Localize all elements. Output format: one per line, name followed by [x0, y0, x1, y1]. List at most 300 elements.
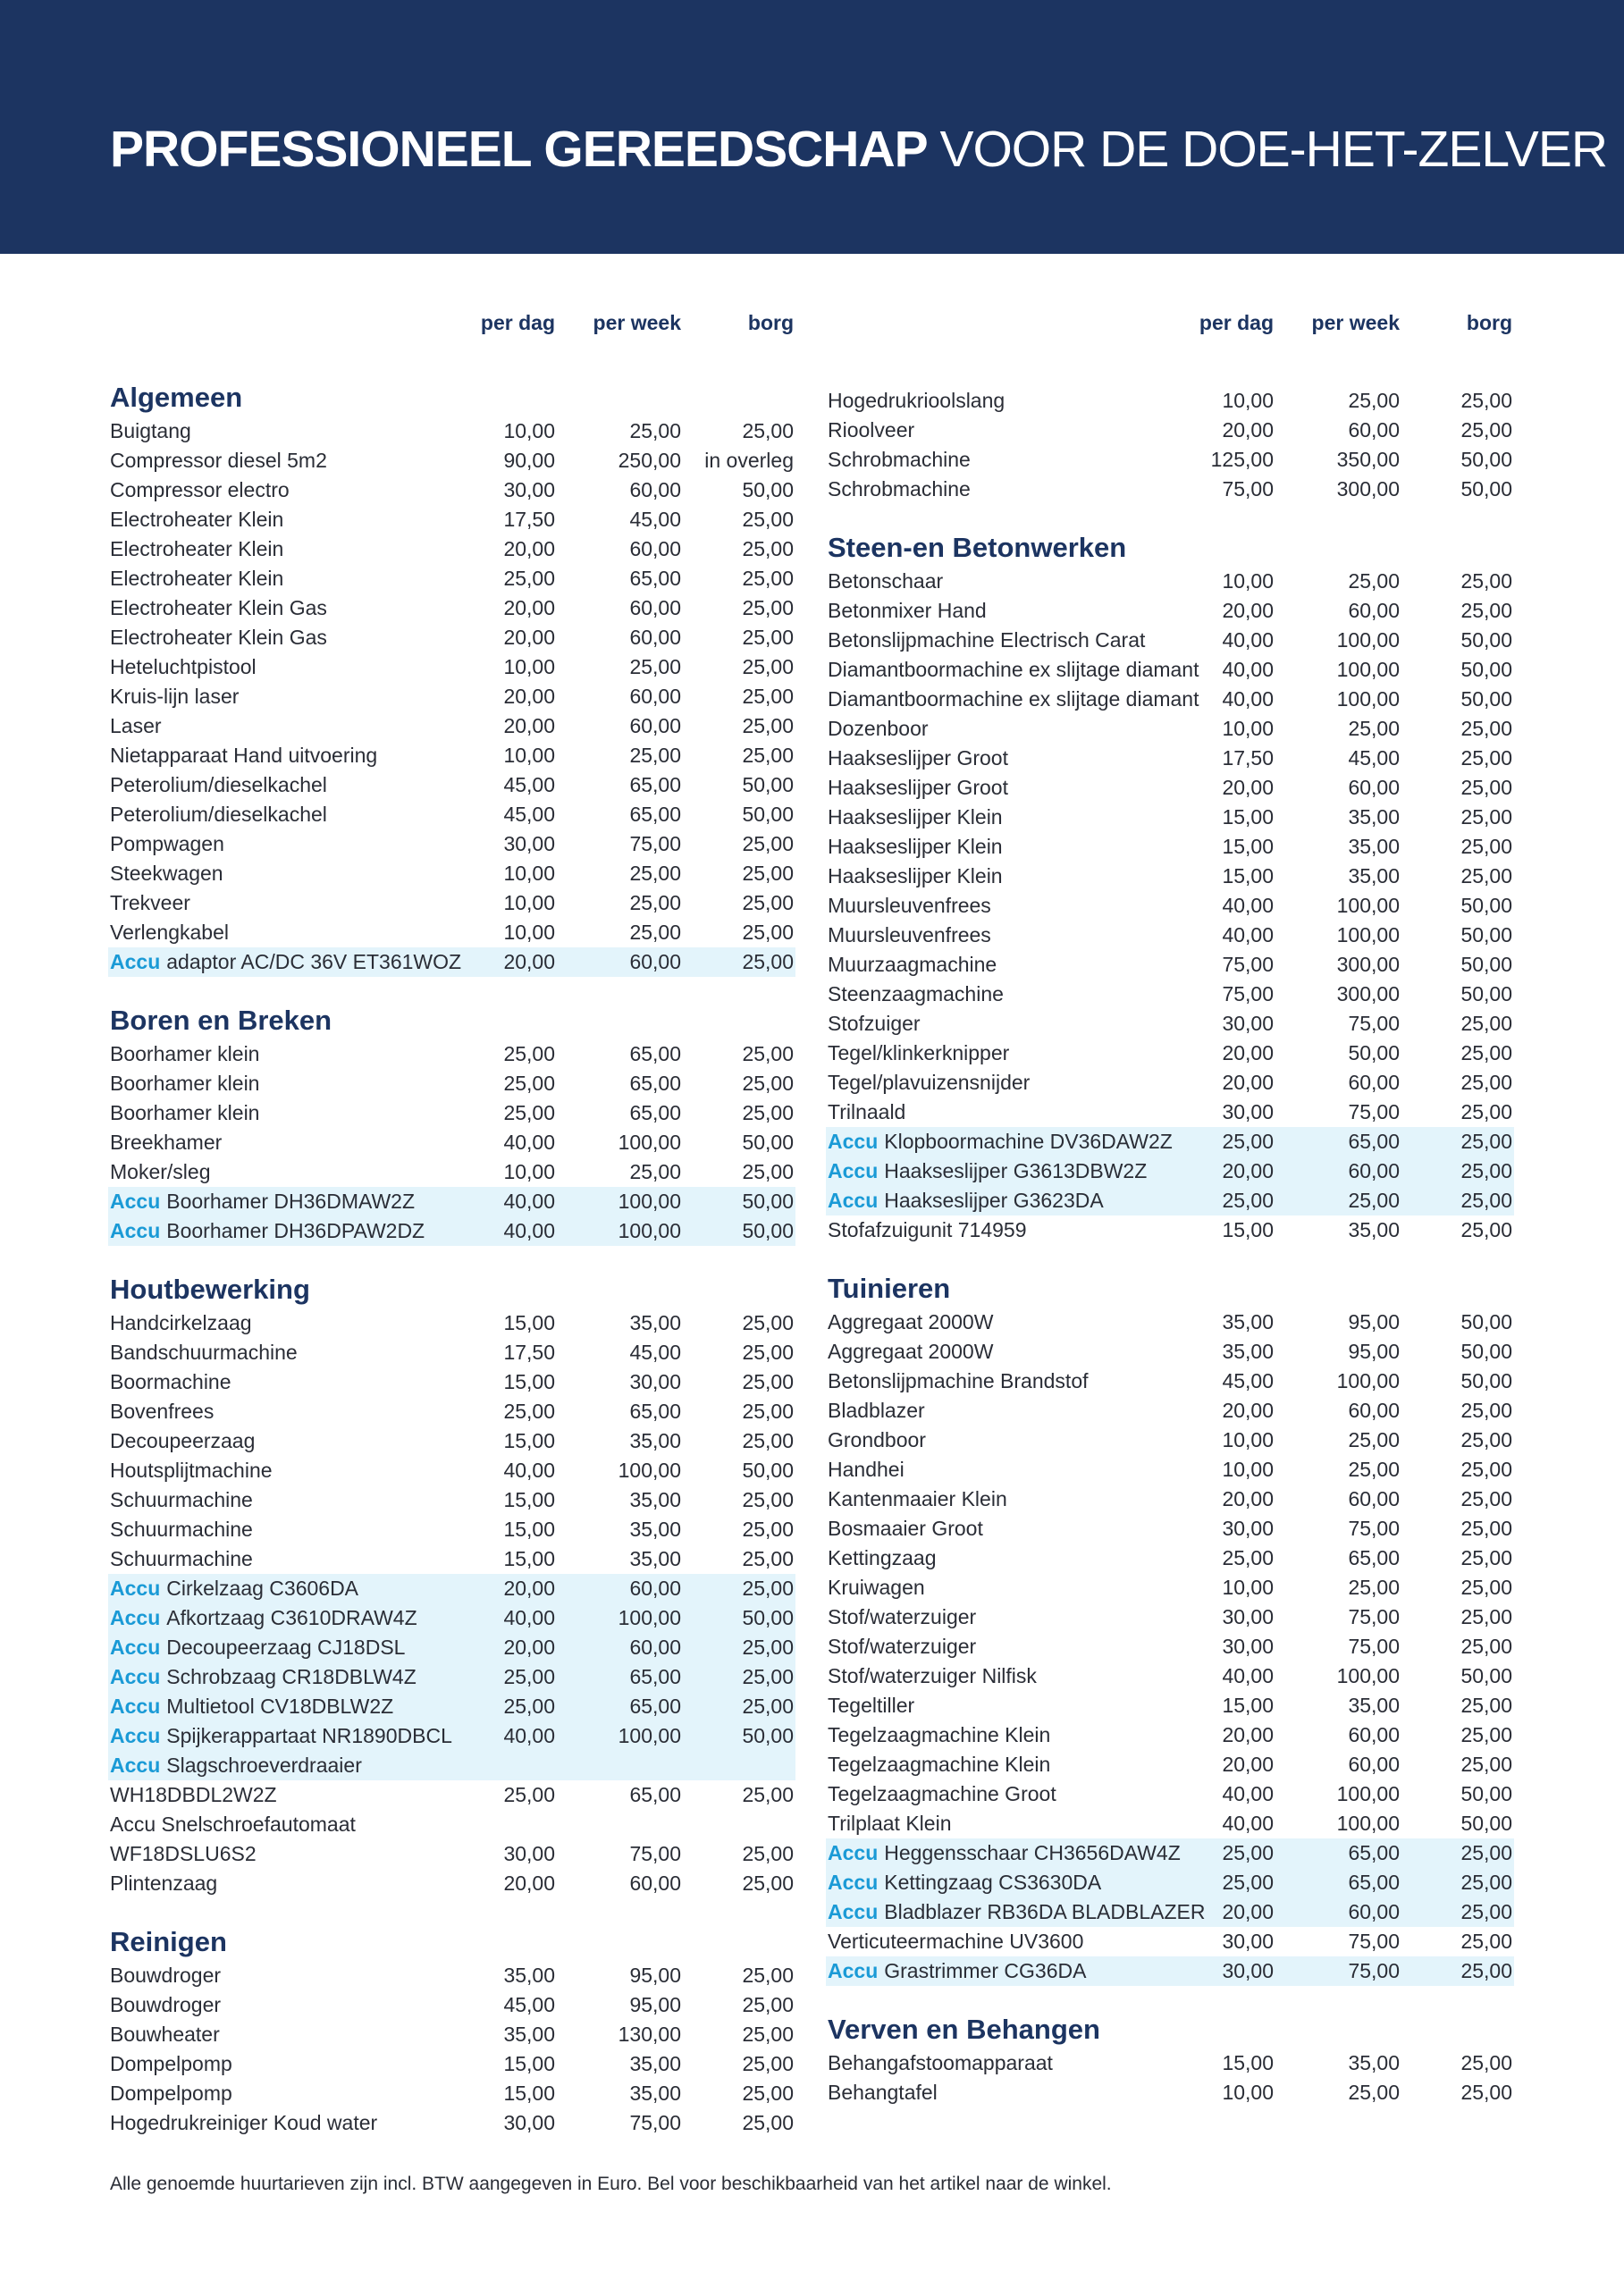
deposit: 50,00 [1460, 658, 1512, 681]
item-name-cell [828, 1544, 936, 1573]
price-per-day: 45,00 [503, 803, 555, 826]
deposit: 25,00 [742, 655, 794, 678]
price-per-week: 60,00 [1348, 1900, 1400, 1923]
price-per-day: 40,00 [1222, 1782, 1274, 1805]
item-name-cell [828, 1956, 1086, 1986]
deposit: 25,00 [1460, 1071, 1512, 1094]
price-row [826, 386, 1514, 416]
item-name: Betonslijpmachine Brandstof [828, 1369, 1089, 1392]
price-per-week: 300,00 [1336, 953, 1400, 976]
price-per-week: 60,00 [629, 1872, 681, 1895]
deposit: 25,00 [742, 1042, 794, 1065]
deposit: 50,00 [1460, 1340, 1512, 1363]
price-row [826, 1927, 1514, 1956]
price-per-day: 15,00 [1222, 2051, 1274, 2074]
item-name-cell [110, 1069, 259, 1098]
price-per-day: 15,00 [503, 1488, 555, 1511]
price-row [108, 711, 795, 741]
item-name: Nietapparaat Hand uitvoering [110, 744, 378, 767]
deposit: 25,00 [1460, 1041, 1512, 1064]
item-name: Bouwdroger [110, 1993, 222, 2016]
item-name-cell [110, 1751, 362, 1780]
deposit: 25,00 [742, 2111, 794, 2134]
item-name-cell [828, 1573, 925, 1602]
price-per-day: 10,00 [503, 744, 555, 767]
item-name-cell [828, 744, 1008, 773]
accu-label: Accu [110, 1606, 161, 1629]
section-title: Verven en Behangen [828, 2014, 1100, 2045]
price-per-week: 65,00 [1348, 1546, 1400, 1569]
item-name: Haakseslijper Groot [828, 776, 1008, 799]
deposit: 25,00 [1460, 1546, 1512, 1569]
accu-label: Accu [828, 1900, 879, 1923]
price-per-week: 100,00 [1336, 894, 1400, 917]
price-per-week: 60,00 [1348, 1753, 1400, 1776]
item-name-cell [110, 1456, 273, 1485]
item-name: Bandschuurmachine [110, 1341, 298, 1364]
item-name: Verlengkabel [110, 921, 229, 944]
price-row [108, 1869, 795, 1898]
deposit: 50,00 [742, 803, 794, 826]
deposit: 25,00 [742, 1842, 794, 1865]
price-per-week: 35,00 [629, 2082, 681, 2105]
price-row [108, 918, 795, 947]
item-name: Bladblazer [828, 1399, 925, 1422]
price-row [826, 567, 1514, 596]
item-name: Dozenboor [828, 717, 929, 740]
item-name: Haakseslijper G3623DA [884, 1189, 1104, 1212]
price-per-day: 20,00 [1222, 418, 1274, 442]
price-per-week: 75,00 [629, 2111, 681, 2134]
deposit: 50,00 [1460, 448, 1512, 471]
deposit: 25,00 [742, 921, 794, 944]
price-row [826, 1661, 1514, 1691]
item-name-cell [110, 416, 191, 446]
price-row [826, 475, 1514, 504]
item-name-cell [110, 741, 377, 770]
price-row [108, 682, 795, 711]
item-name-cell [828, 1337, 993, 1367]
price-per-day: 25,00 [1222, 1546, 1274, 1569]
deposit: 25,00 [742, 1072, 794, 1095]
price-per-day: 35,00 [503, 2023, 555, 2046]
price-per-day: 17,50 [503, 1341, 555, 1364]
deposit: 25,00 [742, 1665, 794, 1688]
item-name-cell [828, 921, 991, 950]
price-per-week: 65,00 [1348, 1130, 1400, 1153]
price-row [826, 773, 1514, 803]
item-name: Heggensschaar CH3656DAW4Z [884, 1841, 1181, 1864]
deposit: 25,00 [1460, 1900, 1512, 1923]
price-per-day: 25,00 [503, 1400, 555, 1423]
price-per-day: 15,00 [1222, 1218, 1274, 1241]
deposit: 50,00 [1460, 687, 1512, 711]
price-section [826, 386, 1514, 504]
price-row [108, 1810, 795, 1839]
deposit: 50,00 [1460, 923, 1512, 946]
price-per-week: 60,00 [629, 596, 681, 619]
deposit: 25,00 [1460, 1517, 1512, 1540]
price-per-day: 20,00 [1222, 776, 1274, 799]
price-row [108, 1426, 795, 1456]
price-per-week: 65,00 [1348, 1871, 1400, 1894]
item-name: Haakseslijper Klein [828, 864, 1003, 887]
item-name-cell [828, 1009, 921, 1039]
price-per-week: 100,00 [618, 1190, 681, 1213]
page-title [110, 116, 1607, 182]
price-per-day: 15,00 [1222, 805, 1274, 829]
price-per-week: 60,00 [629, 1577, 681, 1600]
price-per-day: 20,00 [503, 596, 555, 619]
price-per-week: 25,00 [1348, 1458, 1400, 1481]
item-name: Steenzaagmachine [828, 982, 1004, 1005]
item-name-cell [828, 386, 1005, 416]
item-name-cell [828, 596, 987, 626]
item-name: Haakseslijper Groot [828, 746, 1008, 770]
price-per-day: 35,00 [503, 1964, 555, 1987]
item-name: Schuurmachine [110, 1488, 253, 1511]
price-per-week: 35,00 [629, 2052, 681, 2075]
price-row [108, 1515, 795, 1544]
price-row [108, 1308, 795, 1338]
deposit: 25,00 [742, 1160, 794, 1183]
item-name-cell [110, 1367, 231, 1397]
deposit: 25,00 [742, 537, 794, 560]
price-row [826, 1779, 1514, 1809]
deposit: 25,00 [1460, 1487, 1512, 1510]
item-name-cell [110, 1603, 417, 1633]
price-per-day: 10,00 [503, 1160, 555, 1183]
deposit: 25,00 [1460, 1753, 1512, 1776]
item-name: Aggregaat 2000W [828, 1310, 994, 1333]
price-row [108, 1187, 795, 1216]
price-row [826, 596, 1514, 626]
price-row [826, 685, 1514, 714]
price-per-week: 100,00 [618, 1219, 681, 1242]
item-name-cell [828, 1396, 925, 1426]
item-name-cell [828, 980, 1004, 1009]
price-per-day: 40,00 [503, 1131, 555, 1154]
price-per-week: 25,00 [629, 891, 681, 914]
price-row [826, 1337, 1514, 1367]
accu-label: Accu [110, 950, 161, 973]
price-per-week: 25,00 [1348, 389, 1400, 412]
column-headers [826, 304, 1514, 349]
item-name: Tegel/plavuizensnijder [828, 1071, 1031, 1094]
price-row [108, 1990, 795, 2020]
price-per-day: 20,00 [1222, 1900, 1274, 1923]
price-row [826, 1098, 1514, 1127]
price-row [826, 921, 1514, 950]
item-name-cell [110, 564, 283, 593]
price-section [826, 2011, 1514, 2107]
item-name-cell [828, 1308, 993, 1337]
price-per-week: 100,00 [618, 1131, 681, 1154]
price-per-week: 35,00 [629, 1518, 681, 1541]
price-per-day: 10,00 [1222, 2081, 1274, 2104]
price-per-week: 65,00 [629, 1695, 681, 1718]
price-per-day: 15,00 [503, 1370, 555, 1393]
item-name-cell [110, 1721, 452, 1751]
item-name: Schuurmachine [110, 1518, 253, 1541]
item-name: Trilnaald [828, 1100, 906, 1123]
item-name-cell [110, 1515, 253, 1544]
section-title: Algemeen [110, 382, 243, 413]
price-per-week: 60,00 [1348, 1071, 1400, 1094]
deposit: 25,00 [1460, 1458, 1512, 1481]
item-name: Trilplaat Klein [828, 1812, 952, 1835]
price-per-day: 20,00 [1222, 1487, 1274, 1510]
item-name: Betonschaar [828, 569, 944, 593]
deposit: 25,00 [742, 1577, 794, 1600]
deposit: 25,00 [742, 1993, 794, 2016]
item-name-cell [110, 829, 224, 859]
price-per-week: 65,00 [629, 773, 681, 796]
price-per-week: 100,00 [618, 1606, 681, 1629]
item-name: Bladblazer RB36DA BLADBLAZER [884, 1900, 1206, 1923]
price-per-day: 25,00 [503, 1042, 555, 1065]
price-row [108, 1839, 795, 1869]
deposit: 25,00 [742, 567, 794, 590]
item-name-cell [828, 1809, 951, 1838]
deposit: 50,00 [1460, 953, 1512, 976]
footer-note: Alle genoemde huurtarieven zijn incl. BTW aangegeven in Euro. Bel voor beschikbaarheid van het artikel naar de winkel. [110, 2174, 1112, 2194]
price-per-day: 20,00 [1222, 1041, 1274, 1064]
price-per-week: 60,00 [629, 537, 681, 560]
accu-label: Accu [828, 1959, 879, 1982]
price-per-week: 35,00 [1348, 835, 1400, 858]
header-per-day: per dag [480, 311, 555, 334]
deposit: 25,00 [1460, 864, 1512, 887]
deposit: 25,00 [742, 685, 794, 708]
item-name-cell [828, 1838, 1181, 1868]
item-name-cell [828, 685, 1199, 714]
deposit: 25,00 [1460, 569, 1512, 593]
item-name-cell [110, 1039, 259, 1069]
price-per-day: 40,00 [1222, 1664, 1274, 1687]
header-deposit: borg [747, 311, 794, 334]
item-name: Bovenfrees [110, 1400, 215, 1423]
item-name: Stof/waterzuiger [828, 1605, 977, 1628]
price-row [826, 1809, 1514, 1838]
deposit: 50,00 [742, 1606, 794, 1629]
accu-label: Accu [110, 1724, 161, 1747]
price-per-day: 75,00 [1222, 953, 1274, 976]
deposit: 25,00 [1460, 1576, 1512, 1599]
price-per-week: 65,00 [629, 803, 681, 826]
price-per-week: 100,00 [1336, 1812, 1400, 1835]
price-per-day: 10,00 [503, 655, 555, 678]
price-row [108, 1397, 795, 1426]
item-name: Kruis-lijn laser [110, 685, 240, 708]
price-row [826, 655, 1514, 685]
price-per-day: 10,00 [1222, 1576, 1274, 1599]
price-per-week: 25,00 [629, 744, 681, 767]
accu-label: Accu [828, 1159, 879, 1182]
deposit: 25,00 [742, 1518, 794, 1541]
price-per-day: 40,00 [1222, 628, 1274, 652]
price-per-day: 40,00 [503, 1459, 555, 1482]
price-per-week: 75,00 [1348, 1959, 1400, 1982]
price-per-day: 45,00 [1222, 1369, 1274, 1392]
price-row [826, 1544, 1514, 1573]
item-name: Betonslijpmachine Electrisch Carat [828, 628, 1146, 652]
item-name-cell [828, 1897, 1205, 1927]
price-per-week: 60,00 [629, 714, 681, 737]
accu-label: Accu [110, 1636, 161, 1659]
price-per-week: 25,00 [629, 921, 681, 944]
deposit: 25,00 [1460, 1130, 1512, 1153]
price-row [826, 1838, 1514, 1868]
item-name-cell [828, 445, 971, 475]
item-name: Verticuteermachine UV3600 [828, 1930, 1084, 1953]
price-per-week: 65,00 [629, 1400, 681, 1423]
price-per-week: 60,00 [1348, 776, 1400, 799]
deposit: 50,00 [742, 773, 794, 796]
price-per-week: 65,00 [629, 1042, 681, 1065]
item-name: Bouwdroger [110, 1964, 222, 1987]
price-per-day: 25,00 [503, 1072, 555, 1095]
price-per-week: 45,00 [629, 508, 681, 531]
item-name-cell [828, 1367, 1089, 1396]
deposit: 50,00 [1460, 982, 1512, 1005]
price-column-left [108, 304, 795, 2138]
accu-label: Accu [110, 1219, 161, 1242]
price-per-day: 35,00 [1222, 1310, 1274, 1333]
header-banner [0, 0, 1624, 254]
deposit: 50,00 [1460, 1310, 1512, 1333]
item-name: Afkortzaag C3610DRAW4Z [166, 1606, 417, 1629]
item-name: Moker/sleg [110, 1160, 211, 1183]
item-name-cell [828, 1602, 976, 1632]
price-per-day: 10,00 [503, 891, 555, 914]
item-name: Bouwheater [110, 2023, 220, 2046]
item-name: Schrobmachine [828, 477, 971, 500]
price-per-week: 300,00 [1336, 477, 1400, 500]
deposit: 25,00 [742, 596, 794, 619]
item-name: Kettingzaag [828, 1546, 937, 1569]
price-per-week: 45,00 [1348, 746, 1400, 770]
item-name-cell [110, 2079, 232, 2108]
price-per-day: 17,50 [503, 508, 555, 531]
price-per-day: 20,00 [1222, 1753, 1274, 1776]
section-title: Steen-en Betonwerken [828, 532, 1127, 563]
price-per-week: 25,00 [1348, 1189, 1400, 1212]
deposit: 50,00 [1460, 1664, 1512, 1687]
price-row [826, 744, 1514, 773]
item-name-cell [828, 475, 971, 504]
price-row [826, 416, 1514, 445]
deposit: 25,00 [742, 1636, 794, 1659]
price-per-day: 17,50 [1222, 746, 1274, 770]
item-name: Stofafzuigunit 714959 [828, 1218, 1027, 1241]
item-name: Behangafstoomapparaat [828, 2051, 1053, 2074]
item-name-cell [828, 950, 997, 980]
item-name-cell [110, 1961, 221, 1990]
price-per-day: 20,00 [503, 1577, 555, 1600]
price-per-day: 30,00 [1222, 1930, 1274, 1953]
item-name: Haakseslijper G3613DBW2Z [884, 1159, 1148, 1182]
header-deposit: borg [1466, 311, 1512, 334]
item-name-cell [110, 1990, 221, 2020]
price-row [826, 714, 1514, 744]
deposit: 50,00 [1460, 477, 1512, 500]
price-row [826, 862, 1514, 891]
price-row [826, 1750, 1514, 1779]
price-row [108, 1633, 795, 1662]
price-row [108, 1780, 795, 1810]
item-name-cell [110, 623, 327, 652]
item-name-cell [828, 1455, 905, 1485]
item-name-cell [110, 534, 283, 564]
price-per-day: 35,00 [1222, 1340, 1274, 1363]
section-title: Houtbewerking [110, 1274, 310, 1305]
item-name-cell [828, 1186, 1104, 1216]
price-per-week: 25,00 [1348, 1428, 1400, 1451]
price-per-week: 100,00 [618, 1724, 681, 1747]
item-name: Spijkerappartaat NR1890DBCL [166, 1724, 452, 1747]
price-row [108, 1574, 795, 1603]
price-per-day: 40,00 [503, 1606, 555, 1629]
deposit: 25,00 [1460, 717, 1512, 740]
item-name-cell [828, 2078, 938, 2107]
price-row [108, 800, 795, 829]
item-name: Multietool CV18DBLW2Z [166, 1695, 394, 1718]
price-section [826, 1270, 1514, 1986]
price-per-week: 100,00 [1336, 1782, 1400, 1805]
price-per-week: 25,00 [629, 1160, 681, 1183]
item-name-cell [110, 1098, 259, 1128]
item-name-cell [110, 1308, 252, 1338]
item-name: Handhei [828, 1458, 905, 1481]
deposit: 25,00 [1460, 1694, 1512, 1717]
deposit: 25,00 [1460, 1159, 1512, 1182]
item-name: Stofzuiger [828, 1012, 921, 1035]
item-name-cell [828, 1426, 926, 1455]
item-name-cell [110, 1692, 393, 1721]
price-per-day: 25,00 [1222, 1871, 1274, 1894]
deposit: 50,00 [742, 1459, 794, 1482]
price-row [826, 1216, 1514, 1245]
item-name: Diamantboormachine ex slijtage diamant [828, 658, 1199, 681]
deposit: 25,00 [1460, 418, 1512, 442]
deposit: 50,00 [1460, 1782, 1512, 1805]
price-per-day: 20,00 [1222, 599, 1274, 622]
price-per-week: 35,00 [629, 1488, 681, 1511]
price-per-week: 60,00 [1348, 1487, 1400, 1510]
deposit: 25,00 [1460, 1428, 1512, 1451]
price-per-day: 20,00 [1222, 1159, 1274, 1182]
item-name: Cirkelzaag C3606DA [166, 1577, 359, 1600]
price-row [826, 1039, 1514, 1068]
item-name: adaptor AC/DC 36V ET361WOZ [166, 950, 462, 973]
price-per-day: 20,00 [503, 537, 555, 560]
section-title: Tuinieren [828, 1273, 951, 1304]
price-per-week: 75,00 [629, 1842, 681, 1865]
header-per-day: per dag [1199, 311, 1274, 334]
item-name-cell [828, 1157, 1147, 1186]
item-name: Dompelpomp [110, 2052, 232, 2075]
item-name-cell [110, 2108, 377, 2138]
price-row [826, 1009, 1514, 1039]
price-per-week: 60,00 [1348, 1723, 1400, 1746]
item-name-cell [110, 475, 290, 505]
price-row [108, 1069, 795, 1098]
price-per-day: 75,00 [1222, 982, 1274, 1005]
item-name-cell [110, 770, 327, 800]
deposit: 50,00 [742, 1131, 794, 1154]
price-per-week: 45,00 [629, 1341, 681, 1364]
